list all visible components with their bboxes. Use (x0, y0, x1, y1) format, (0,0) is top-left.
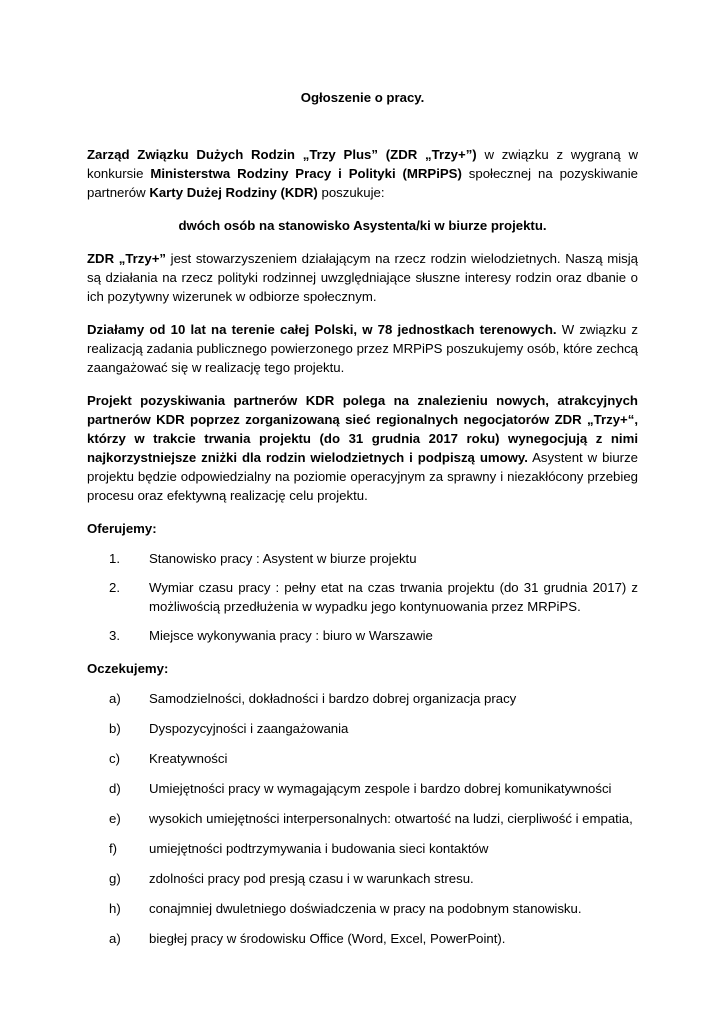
reach-paragraph: Działamy od 10 lat na terenie całej Polski, w 78 jednostkach terenowych. W związku z realizacją zadania publicznego powierzonego przez MRPiPS poszukujemy osób, które zechcą zaangażować się w realizację tego projektu. (87, 322, 639, 375)
project-paragraph: Projekt pozyskiwania partnerów KDR polega na znalezieniu nowych, atrakcyjnych partnerów KDR poprzez zorganizowaną sieć regionalnych negocjatorów ZDR „Trzy+“, którzy w trakcie trwania projektu (do 31 grudnia 2017 roku) wynegocjują z nimi najkorzystniejsze zniżki dla rodzin wielodzietnych i podpiszą umowy. Asystent w biurze projektu będzie odpowiedzialny na poziomie operacyjnym za sprawny i niezakłócony przebieg procesu oraz efektywną realizację celu projektu. (87, 393, 639, 503)
list-item: c) Kreatywności (109, 751, 228, 766)
list-item: b) Dyspozycyjności i zaangażowania (109, 721, 349, 736)
offer-list (87, 549, 638, 645)
list-item: e) wysokich umiejętności interpersonalnych: otwartość na ludzi, cierpliwość i empatia, (109, 811, 633, 826)
list-item: a) biegłej pracy w środowisku Office (Word, Excel, PowerPoint). (109, 931, 506, 946)
list-item: 3. Miejsce wykonywania pracy : biuro w Warszawie (109, 628, 433, 643)
intro-org-name: Zarząd Związku Dużych Rodzin „Trzy Plus” (ZDR „Trzy+”) (87, 147, 477, 162)
list-item: 2. Wymiar czasu pracy : pełny etat na czas trwania projektu (do 31 grudnia 2017) z możliwością przedłużenia w wypadku jego kontynuowania przez MRPiPS. (109, 580, 638, 614)
list-item: 1. Stanowisko pracy : Asystent w biurze projektu (109, 551, 417, 566)
document-title: Ogłoszenie o pracy. (300, 90, 425, 105)
list-item: g) zdolności pracy pod presją czasu i w warunkach stresu. (109, 871, 474, 886)
intro-kdr: Karty Dużej Rodziny (KDR) (149, 185, 318, 200)
expect-list (87, 689, 638, 948)
headline: dwóch osób na stanowisko Asystenta/ki w biurze projektu. (178, 218, 547, 233)
expect-heading: Oczekujemy: (87, 661, 169, 676)
list-item: h) conajmniej dwuletniego doświadczenia w pracy na podobnym stanowisku. (109, 901, 582, 916)
list-item: a) Samodzielności, dokładności i bardzo dobrej organizacja pracy (109, 691, 517, 706)
list-item: d) Umiejętności pracy w wymagającym zespole i bardzo dobrej komunikatywności (109, 781, 612, 796)
intro-ministry: Ministerstwa Rodziny Pracy i Polityki (MRPiPS) (150, 166, 462, 181)
intro-paragraph: Zarząd Związku Dużych Rodzin „Trzy Plus” (ZDR „Trzy+”) w związku z wygraną w konkursie Ministerstwa Rodziny Pracy i Polityki (MRPiPS) społecznej na pozyskiwanie partnerów Karty Dużej Rodziny (KDR) poszukuje: (87, 147, 638, 200)
offer-heading: Oferujemy: (87, 521, 157, 536)
document-body (87, 145, 638, 948)
about-paragraph: ZDR „Trzy+” jest stowarzyszeniem działającym na rzecz rodzin wielodzietnych. Naszą misją są działania na rzecz polityki rodzinnej uwzględniające słuszne interesy rodzin oraz dbanie o ich pozytywny wizerunek w odbiorze społecznym. (87, 251, 639, 304)
list-item: f) umiejętności podtrzymywania i budowania sieci kontaktów (109, 841, 489, 856)
